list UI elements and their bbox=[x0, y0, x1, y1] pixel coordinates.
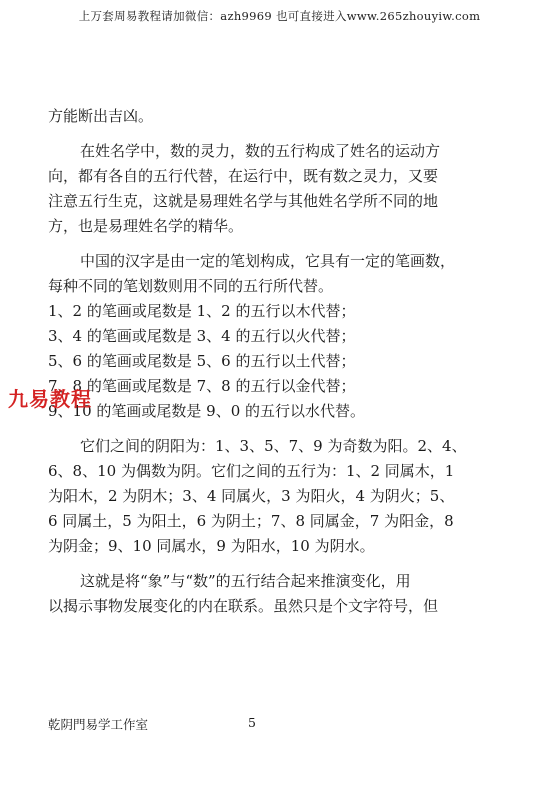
text-line: 9、10 的笔画或尾数是 9、0 的五行以水代替。 bbox=[48, 402, 366, 420]
body-text bbox=[48, 104, 516, 619]
text-line: 在姓名学中，数的灵力，数的五行构成了姓名的运动方 bbox=[80, 142, 441, 160]
text-line: 它们之间的阴阳为：1、3、5、7、9 为奇数为阳。2、4、 bbox=[80, 437, 467, 455]
text-line: 方能断出吉凶。 bbox=[48, 107, 154, 125]
text-line: 3、4 的笔画或尾数是 3、4 的五行以火代替； bbox=[48, 327, 356, 345]
text-line: 1、2 的笔画或尾数是 1、2 的五行以木代替； bbox=[48, 302, 356, 320]
studio-name: 乾阴門易学工作室 bbox=[48, 717, 149, 732]
text-line: 这就是将“象”与“数”的五行结合起来推演变化，用 bbox=[80, 572, 411, 590]
page-number: 5 bbox=[248, 715, 256, 730]
watermark-logo: 九易教程 bbox=[8, 387, 92, 411]
footer bbox=[48, 715, 516, 735]
text-line: 中国的汉字是由一定的笔划构成，它具有一定的笔画数， bbox=[80, 252, 456, 270]
text-line: 为阴金；9、10 同属水，9 为阳水，10 为阴水。 bbox=[48, 537, 375, 555]
text-line: 注意五行生克，这就是易理姓名学与其他姓名学所不同的地 bbox=[48, 192, 439, 210]
text-line: 每种不同的笔划数则用不同的五行所代替。 bbox=[48, 277, 334, 295]
header-banner: 上万套周易教程请加微信：azh9969 也可直接进入www.265zhouyiw.com bbox=[78, 9, 481, 23]
text-line: 6 同属土，5 为阳土，6 为阴土；7、8 同属金，7 为阳金，8 bbox=[48, 512, 454, 530]
text-line: 7、8 的笔画或尾数是 7、8 的五行以金代替； bbox=[48, 377, 356, 395]
text-line: 为阳木，2 为阴木；3、4 同属火，3 为阳火，4 为阴火；5、 bbox=[48, 487, 455, 505]
text-line: 6、8、10 为偶数为阴。它们之间的五行为：1、2 同属木，1 bbox=[48, 462, 455, 480]
text-line: 向，都有各自的五行代替，在运行中，既有数之灵力，又要 bbox=[48, 167, 439, 185]
text-line: 以揭示事物发展变化的内在联系。虽然只是个文字符号，但 bbox=[48, 597, 439, 615]
text-line: 方，也是易理姓名学的精华。 bbox=[48, 217, 244, 235]
text-line: 5、6 的笔画或尾数是 5、6 的五行以土代替； bbox=[48, 352, 356, 370]
